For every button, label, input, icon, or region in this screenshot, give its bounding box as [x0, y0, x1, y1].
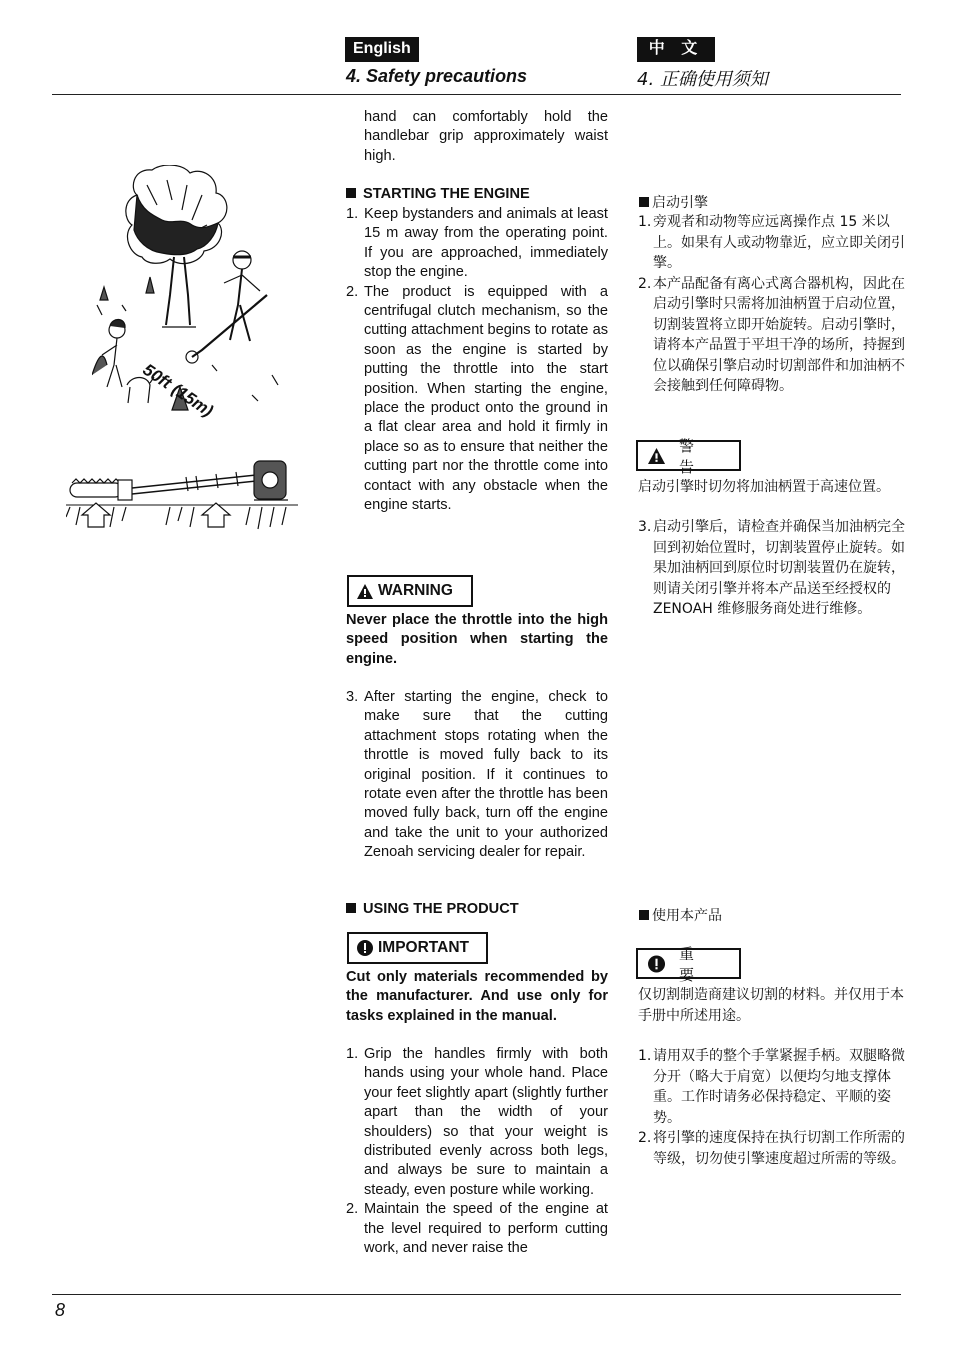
warning-label: WARNING: [378, 582, 453, 599]
important-label: 重 要: [679, 944, 701, 984]
important-box-english: [347, 932, 488, 964]
product-on-ground-illustration: [66, 455, 298, 535]
language-tag-english: English: [345, 37, 419, 62]
warning-box-english: [347, 575, 473, 607]
starting-heading-english: [346, 186, 530, 202]
starting-list-english: [346, 205, 608, 516]
item3-english: [346, 688, 608, 863]
using-heading-english: [346, 901, 519, 917]
important-text-chinese: 仅切割制造商建议切割的材料。并仅用于本手册中所述用途。: [638, 987, 904, 1024]
important-box-chinese: [636, 944, 741, 984]
footer-rule: [52, 1294, 901, 1295]
distance-label: 50ft (15m): [139, 360, 217, 421]
starting-heading-chinese: [639, 192, 708, 212]
safety-distance-illustration: [92, 165, 292, 415]
warning-label: 警 告: [679, 436, 701, 476]
intro-text-english: hand can comfortably hold the handlebar grip approximately waist high.: [364, 109, 608, 164]
warning-triangle-icon: [357, 584, 373, 599]
section-title-chinese: 4. 正确使用须知: [637, 69, 768, 90]
important-exclamation-icon: [648, 955, 665, 973]
list-item: 1. 请用双手的整个手掌紧握手柄。双腿略微分开（略大于肩宽）以便均匀地支撑体重。工作时请务必保持稳定、平顺的姿势。: [638, 1048, 905, 1126]
list-item: 1. Keep bystanders and animals at least 15 m away from the operating point. If you are approached, immediately stop the engine.: [346, 206, 608, 281]
heading-label: USING THE PRODUCT: [363, 901, 519, 917]
important-exclamation-icon: [357, 940, 373, 956]
bullet-square-icon: [346, 903, 356, 913]
list-item: 2. Maintain the speed of the engine at the level required to perform cutting work, and never raise the: [346, 1201, 608, 1257]
important-label: IMPORTANT: [378, 939, 469, 956]
bullet-square-icon: [639, 910, 649, 920]
starting-list-chinese: [638, 212, 906, 397]
language-tag-chinese: 中 文: [637, 37, 715, 62]
heading-label: STARTING THE ENGINE: [363, 186, 530, 202]
warning-text-english: Never place the throttle into the high speed position when starting the engine.: [346, 612, 608, 667]
list-item: 2. 本产品配备有离心式离合器机构，因此在启动引擎时只需将加油柄置于启动位置，切割装置将立即开始旋转。启动引擎时，请将本产品置于平坦干净的场所，持握到位以确保引擎启动时切割部件和加油柄不会接触到任何障碍物。: [638, 275, 905, 394]
using-list-chinese: [638, 1046, 906, 1169]
list-item: 2. The product is equipped with a centrifugal clutch mechanism, so the cutting attachment begins to rotate as soon as the engine is started by putting the throttle into the start position. When starting the engine, place the product onto the ground in a flat clear area and hold it firmly in place so as to ensure that neither the cutting part nor the throttle come into contact with any obstacle when the engine starts.: [346, 283, 608, 514]
list-item: 2. 将引擎的速度保持在执行切割工作所需的等级，切勿使引擎速度超过所需的等级。: [638, 1130, 905, 1167]
warning-box-chinese: [636, 436, 741, 476]
heading-label: 使用本产品: [652, 908, 722, 924]
list-item: 1. Grip the handles firmly with both hands using your whole hand. Place your feet slightly apart (slightly further apart than the width of your shoulders) so that your weight is distributed evenly across both legs, and always be sure to maintain a steady, even posture while working.: [346, 1046, 608, 1198]
list-item: 3. After starting the engine, check to make sure that the cutting attachment stops rotating when the throttle is moved fully back to its original position. If it continues to rotate even after the throttle has been moved fully back, turn off the engine and take the unit to your authorized Zenoah servicing dealer for repair.: [346, 689, 608, 861]
list-item: 3. 启动引擎后，请检查并确保当加油柄完全回到初始位置时，切割装置停止旋转。如果加油柄回到原位时切割装置仍在旋转，则请关闭引擎并将本产品送至经授权的 ZENOAH 维修服务商处进行维修。: [638, 519, 905, 617]
bullet-square-icon: [346, 188, 356, 198]
page-number: 8: [55, 1300, 66, 1320]
bullet-square-icon: [639, 197, 649, 207]
using-list-english: [346, 1045, 608, 1258]
important-text-english: Cut only materials recommended by the manufacturer. And use only for tasks explained in the manual.: [346, 969, 608, 1024]
section-title-english: 4. Safety precautions: [346, 66, 528, 86]
list-item: 1. 旁观者和动物等应远离操作点 15 米以上。如果有人或动物靠近，应立即关闭引擎。: [638, 214, 905, 271]
warning-text-chinese: 启动引擎时切勿将加油柄置于高速位置。: [638, 479, 890, 495]
using-heading-chinese: [639, 905, 722, 925]
heading-label: 启动引擎: [652, 195, 708, 211]
warning-triangle-icon: [648, 448, 665, 464]
item3-chinese: [638, 517, 906, 620]
header-rule: [52, 94, 901, 95]
